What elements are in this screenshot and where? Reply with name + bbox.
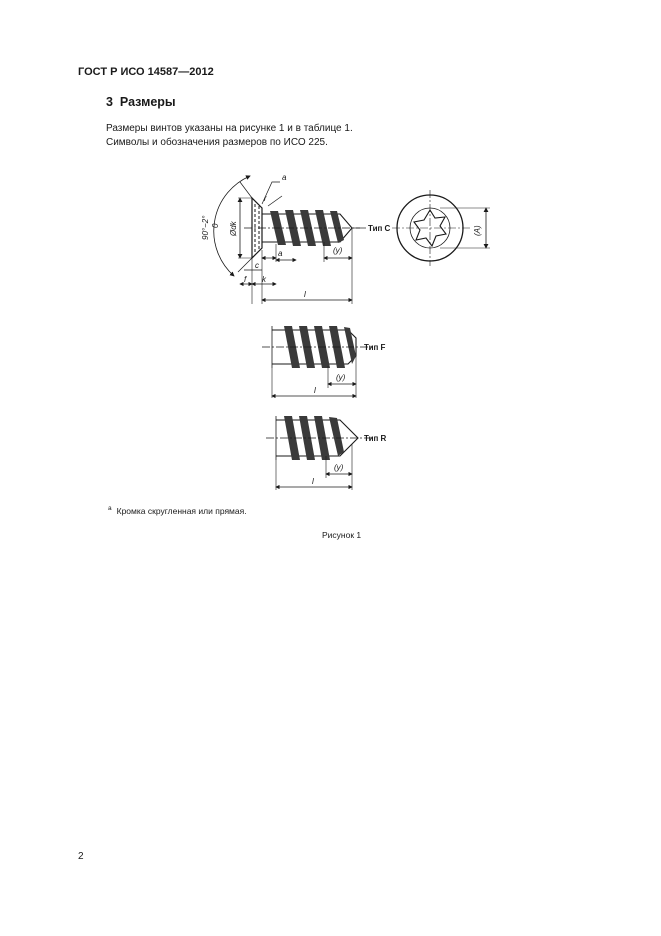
type-f-label: Тип F bbox=[364, 343, 386, 352]
angle-tolerance-label: 0 bbox=[211, 223, 220, 228]
l-label-f: l bbox=[314, 386, 316, 395]
y-label-f: (y) bbox=[336, 373, 346, 382]
c-label: c bbox=[255, 261, 259, 270]
section-title: Размеры bbox=[119, 95, 176, 109]
l-label-r: l bbox=[312, 477, 314, 486]
screw-type-f bbox=[262, 326, 372, 398]
type-c-label: Тип C bbox=[368, 224, 391, 233]
footnote-mark: a bbox=[108, 505, 112, 512]
A-label: (A) bbox=[473, 225, 482, 236]
l-label-c: l bbox=[304, 290, 306, 299]
angle-label: 90°−2° bbox=[201, 215, 210, 240]
screw-type-r bbox=[266, 416, 372, 490]
r-label: r bbox=[264, 194, 267, 203]
y-label-c: (y) bbox=[333, 246, 343, 255]
section-number: 3 bbox=[106, 95, 113, 109]
figure-footnote bbox=[108, 505, 247, 516]
document-header: ГОСТ Р ИСО 14587—2012 bbox=[78, 66, 214, 78]
screw-type-c bbox=[214, 176, 366, 304]
body-paragraph-2: Символы и обозначения размеров по ИСО 225. bbox=[106, 137, 328, 148]
a-dim-label: a bbox=[278, 249, 283, 258]
footnote-text: Кромка скругленная или прямая. bbox=[116, 505, 247, 516]
figure-caption: Рисунок 1 bbox=[322, 530, 362, 540]
dk-label: Ødk bbox=[229, 221, 238, 236]
note-a-label: a bbox=[282, 173, 287, 182]
y-label-r: (y) bbox=[334, 463, 344, 472]
type-r-label: Тип R bbox=[364, 434, 387, 443]
k-label: k bbox=[262, 275, 266, 284]
body-paragraph-1: Размеры винтов указаны на рисунке 1 и в таблице 1. bbox=[106, 123, 353, 134]
page-number: 2 bbox=[78, 851, 84, 862]
f-label: f bbox=[244, 275, 247, 284]
